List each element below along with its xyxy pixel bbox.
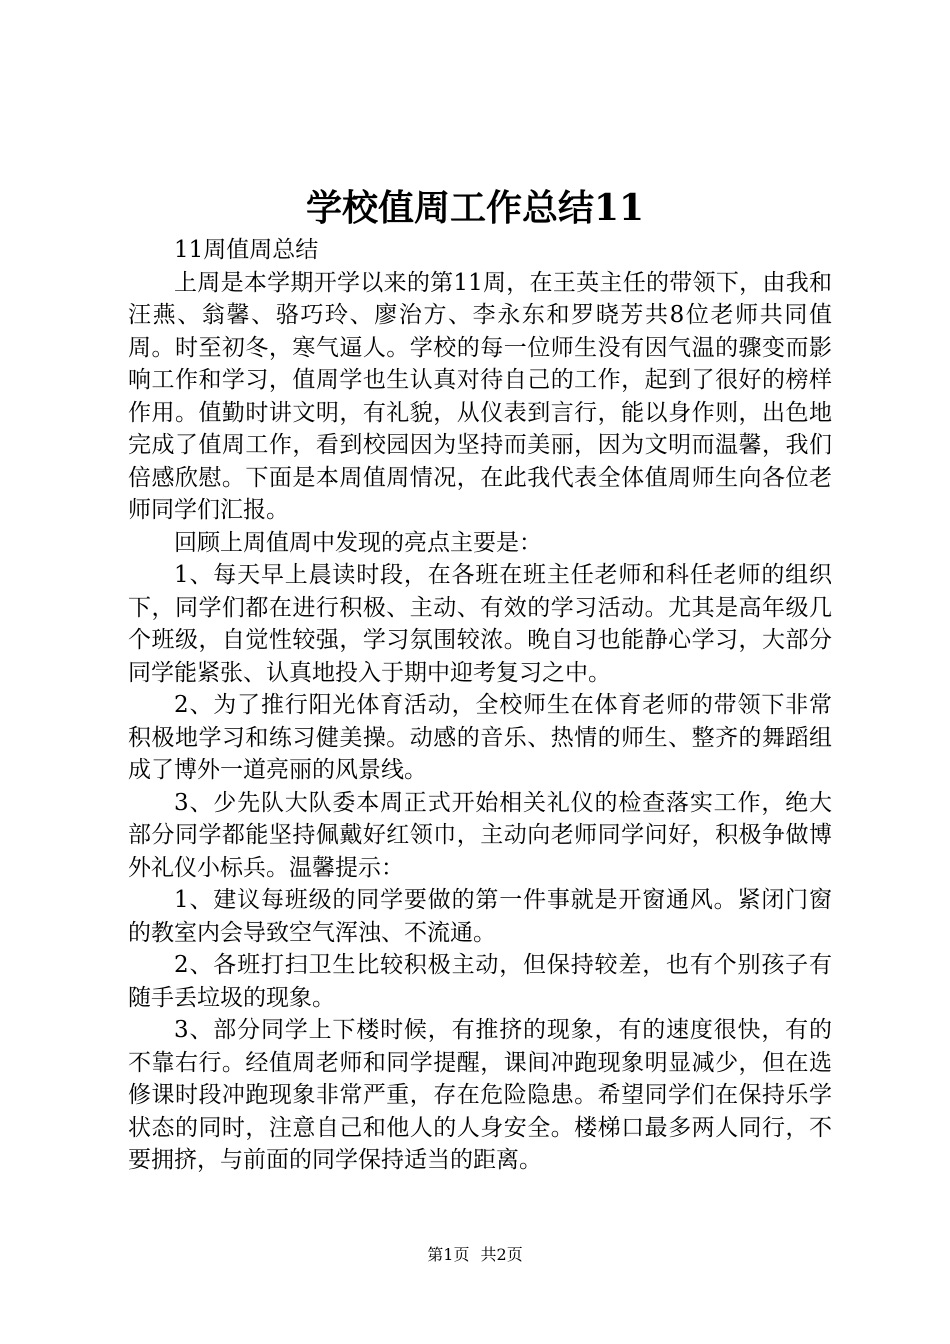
highlight-item-3: 3、少先队大队委本周正式开始相关礼仪的检查落实工作，绝大部分同学都能坚持佩戴好红领巾，主动向老师同学问好，积极争做博外礼仪小标兵。温馨提示： bbox=[128, 789, 832, 881]
page-total: 共2页 bbox=[480, 1245, 523, 1264]
reminder-item-2: 2、各班打扫卫生比较积极主动，但保持较差，也有个别孩子有随手丢垃圾的现象。 bbox=[128, 952, 832, 1011]
page-footer bbox=[0, 1244, 950, 1266]
highlight-item-2: 2、为了推行阳光体育活动，全校师生在体育老师的带领下非常积极地学习和练习健美操。动感的音乐、热情的师生、整齐的舞蹈组成了博外一道亮丽的风景线。 bbox=[128, 692, 832, 783]
intro-paragraph: 上周是本学期开学以来的第11周，在王英主任的带领下，由我和汪燕、翁馨、骆巧玲、廖治方、李永东和罗晓芳共8位老师共同值周。时至初冬，寒气逼人。学校的每一位师生没有因气温的骤变而影响工作和学习，值周学也生认真对待自己的工作，起到了很好的榜样作用。值勤时讲文明，有礼貌，从仪表到言行，能以身作则，出色地完成了值周工作，看到校园因为坚持而美丽，因为文明而温馨，我们倍感欣慰。下面是本周值周情况，在此我代表全体值周师生向各位老师同学们汇报。 bbox=[128, 269, 832, 523]
page-number: 第1页 bbox=[427, 1245, 470, 1264]
highlight-item-1: 1、每天早上晨读时段，在各班在班主任老师和科任老师的组织下，同学们都在进行积极、主动、有效的学习活动。尤其是高年级几个班级，自觉性较强，学习氛围较浓。晚自习也能静心学习，大部分同学能紧张、认真地投入于期中迎考复习之中。 bbox=[128, 562, 832, 686]
document-body bbox=[128, 234, 832, 1177]
reminder-item-1: 1、建议每班级的同学要做的第一件事就是开窗通风。紧闭门窗的教室内会导致空气浑浊、不流通。 bbox=[128, 887, 832, 946]
reminder-item-3: 3、部分同学上下楼时候，有推挤的现象，有的速度很快，有的不靠右行。经值周老师和同学提醒，课间冲跑现象明显减少，但在选修课时段冲跑现象非常严重，存在危险隐患。希望同学们在保持乐学状态的同时，注意自己和他人的人身安全。楼梯口最多两人同行，不要拥挤，与前面的同学保持适当的距离。 bbox=[128, 1017, 832, 1173]
subtitle-paragraph: 11周值周总结 bbox=[174, 237, 319, 263]
document-title: 学校值周工作总结11 bbox=[305, 187, 645, 229]
highlights-heading-paragraph: 回顾上周值周中发现的亮点主要是： bbox=[174, 529, 542, 556]
